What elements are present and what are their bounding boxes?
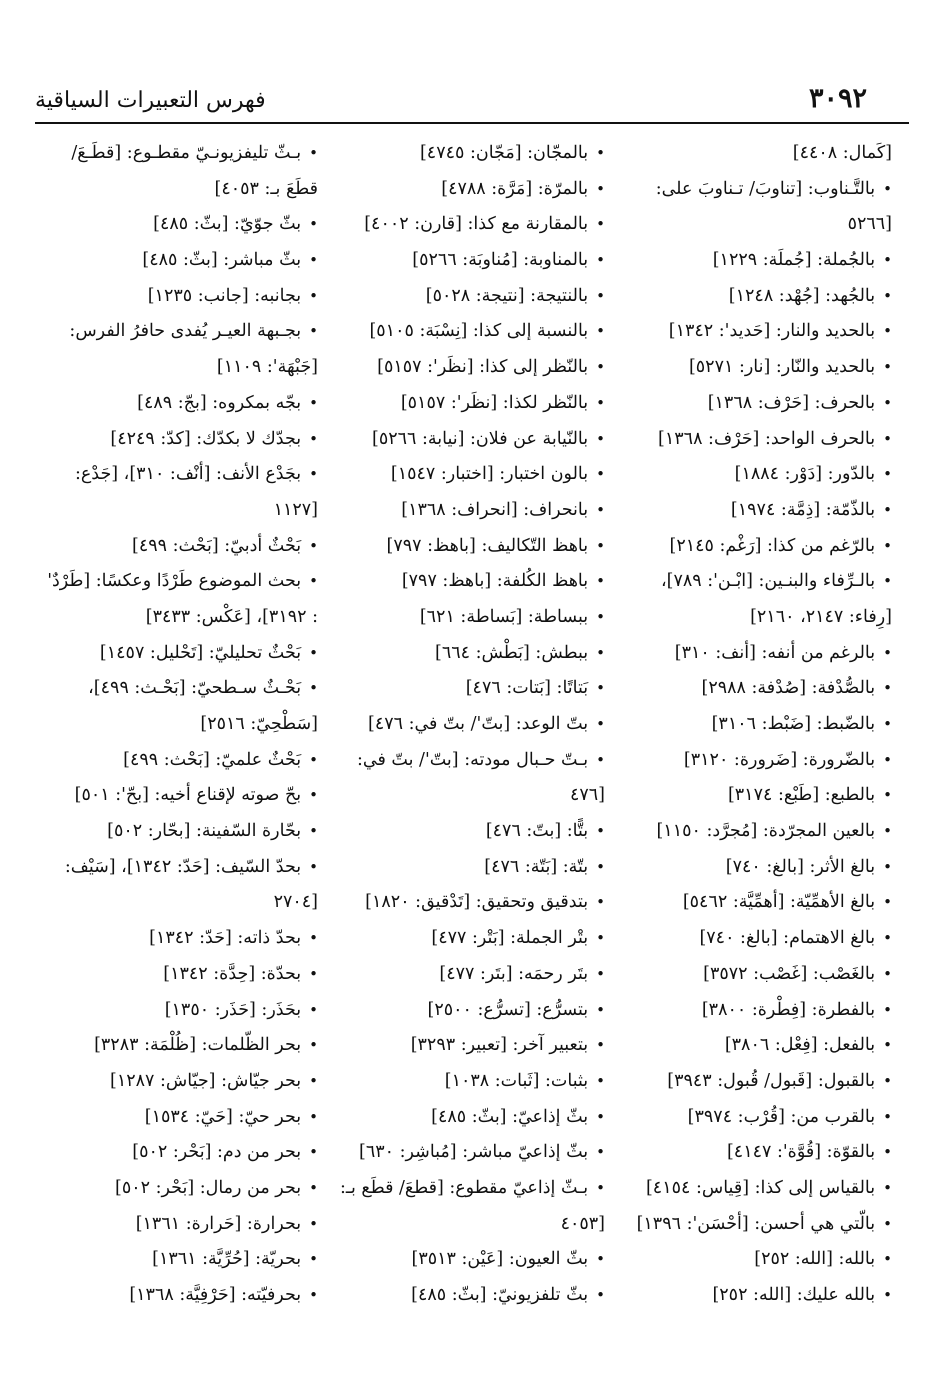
- index-entry: • بحث الموضوع طَرْدًا وعكسًا: [طَرْدٌ': [35, 564, 318, 600]
- index-entry-continuation: : ٣١٩٢]، [عَكْس: ٣٤٣٣]: [145, 606, 318, 627]
- index-entry: • بالقياس إلى كذا: [قِياس: ٤١٥٤]: [614, 1171, 892, 1207]
- index-entry-continuation: [١١٢٧: [273, 499, 318, 520]
- index-entry: • بثّ جوّيّ: [بثّ: ٤٨٥]: [35, 207, 318, 243]
- index-entry: • بالجُهد: [جُهْد: ١٢٤٨]: [614, 279, 892, 315]
- index-entry: • بتسرُّع: [تسرُّع: ٢٥٠٠]: [331, 993, 605, 1029]
- index-entry: • بجَدْع الأنف: [أنْف: ٣١٠]، [جَدْع:: [35, 457, 318, 493]
- index-entry: • بحر من دم: [بَحْر: ٥٠٢]: [35, 1135, 318, 1171]
- index-entry: • بالله: [الله: ٢٥٢]: [614, 1242, 892, 1278]
- index-entry: • بالغ الاهتمام: [بالغ: ٧٤٠]: [614, 921, 892, 957]
- index-entry: • بـثّ تليفزيونـيّ مقطـوع: [قطَـعَ/: [35, 136, 318, 172]
- index-entry: • بحّ صوته لإقناع أخيه: [بحّ': ٥٠١]: [35, 778, 318, 814]
- index-entry: • بالضّرورة: [ضَرورة: ٣١٢٠]: [614, 743, 892, 779]
- index-entry: • بالطبع: [طَبْع: ٣١٧٤]: [614, 778, 892, 814]
- index-entry: • بالرّغم من كذا: [رَغْم: ٢١٤٥]: [614, 529, 892, 565]
- index-entry: • بتّ الوعد: [بتّ'/ بتّ في: ٤٧٦]: [331, 707, 605, 743]
- index-entry: • بحدّ ذاته: [حَدّ: ١٣٤٢]: [35, 921, 318, 957]
- index-entry-continuation: [٢٧٠٤: [273, 892, 318, 913]
- index-entry: • بالقبول: [قَبول/ قُبول: ٣٩٤٣]: [614, 1064, 892, 1100]
- index-entry: • بالضّبط: [ضَبْط: ٣١٠٦]: [614, 707, 892, 743]
- index-entry: • بجـبهة العيـر يُفدى حافرُ الفرس:: [35, 314, 318, 350]
- index-entry: • بالذّمّة: [ذِمَّة: ١٩٧٤]: [614, 493, 892, 529]
- index-entry: • بجدّك لا بكدّك: [كدّ: ٤٢٤٩]: [35, 422, 318, 458]
- index-entry: • بالغ الأهمِّيّة: [أهمِّيَّة: ٥٤٦٢]: [614, 885, 892, 921]
- index-entry: • بثّ إذاعيّ مباشر: [مُباشِر: ٦٣٠]: [331, 1135, 605, 1171]
- index-entry-continuation: قطَعَ بـ: ٤٠٥٣]: [214, 178, 318, 199]
- index-entry: • بحرارة: [حَرارة: ١٣٦١]: [35, 1207, 318, 1243]
- index-entry-continuation: [٤٠٥٣: [560, 1213, 605, 1234]
- index-entry: • بالحرف الواحد: [حَرْف: ١٣٦٨]: [614, 422, 892, 458]
- index-entry: • بالنّظر إلى كذا: [نظَر': ٥١٥٧]: [331, 350, 605, 386]
- index-entry: • بالمناوبة: [مُناوبَة: ٥٢٦٦]: [331, 243, 605, 279]
- index-entry: • بحدّة: [حِدَّة: ١٣٤٢]: [35, 957, 318, 993]
- index-entry: • ببطش: [بَطْش: ٦٦٤]: [331, 636, 605, 672]
- index-entry: • بحَذَر: [حَذَر: ١٣٥٠]: [35, 993, 318, 1029]
- index-entry: • بَتاتًا: [بَتات: ٤٧٦]: [331, 671, 605, 707]
- index-entry: • بتدقيق وتحقيق: [تَدْقيق: ١٨٢٠]: [331, 885, 605, 921]
- index-entry: • بتًّا: [بتّ: ٤٧٦]: [331, 814, 605, 850]
- index-entry: • بحر الظّلمات: [ظُلْمَة: ٣٢٨٣]: [35, 1028, 318, 1064]
- index-entry-continuation: [سَطْحِيّ: ٢٥١٦]: [200, 714, 318, 734]
- index-entry: • بتّة: [بَتّة: ٤٧٦]: [331, 850, 605, 886]
- index-entry: • بالحرف: [حَرْف: ١٣٦٨]: [614, 386, 892, 422]
- index-entry: • بتَر رحمَه: [بتَر: ٤٧٧]: [331, 957, 605, 993]
- index-entry-continuation: [كَمال: ٤٤٠٨]: [792, 143, 892, 163]
- index-column-middle: [331, 136, 605, 1314]
- index-entry: • بَحْثٌ أدبيّ: [بَحْث: ٤٩٩]: [35, 529, 318, 565]
- index-entry: • بحر جيّاش: [جيّاش: ١٢٨٧]: [35, 1064, 318, 1100]
- index-entry: • بـتّ حـبال مودته: [بتّ'/ بتّ في:: [331, 743, 605, 779]
- index-entry: • بالحديد والنّار: [نار: ٥٢٧١]: [614, 350, 892, 386]
- index-entry: • بالصُّدْفة: [صُدْفة: ٢٩٨٨]: [614, 671, 892, 707]
- index-entry: • بالفعل: [فِعْل: ٣٨٠٦]: [614, 1028, 892, 1064]
- index-entry: • بالرغم من أنفه: [أنف: ٣١٠]: [614, 636, 892, 672]
- index-entry: • بَحْثٌ تحليليّ: [تَحْليل: ١٤٥٧]: [35, 636, 318, 672]
- index-column-right: [614, 136, 892, 1314]
- index-entry: • بالدّور: [دَوْر: ١٨٨٤]: [614, 457, 892, 493]
- index-entry: • بانحراف: [انحراف: ١٣٦٨]: [331, 493, 605, 529]
- index-entry: • بثّ العيون: [عَيْن: ٣٥١٣]: [331, 1242, 605, 1278]
- index-entry: • بالمرّة: [مَرَّة: ٤٧٨٨]: [331, 172, 605, 208]
- index-entry: • بالون اختبار: [اختبار: ١٥٤٧]: [331, 457, 605, 493]
- index-entry: • بَحْـثٌ سـطحيّ: [بَحْـث: ٤٩٩]،: [35, 671, 318, 707]
- index-entry: • باهظ الكُلفة: [باهظ: ٧٩٧]: [331, 564, 605, 600]
- index-entry: • ببساطة: [بَساطة: ٦٢١]: [331, 600, 605, 636]
- running-title: فهرس التعبيرات السياقية: [35, 88, 266, 113]
- index-entry: • بالقوّة: [قُوَّة': ٤١٤٧]: [614, 1135, 892, 1171]
- index-entry: • بالنتيجة: [نتيجة: ٥٠٢٨]: [331, 279, 605, 315]
- index-entry: • بالله عليك: [الله: ٢٥٢]: [614, 1278, 892, 1314]
- page-header: [35, 82, 909, 120]
- index-entry: • بتْر الجملة: [بَتْر: ٤٧٧]: [331, 921, 605, 957]
- index-entry: • بالنّيابة عن فلان: [نيابة: ٥٢٦٦]: [331, 422, 605, 458]
- index-entry: • بحّارة السّفينة: [بحّار: ٥٠٢]: [35, 814, 318, 850]
- index-entry: • بجّه بمكروه: [بجّ: ٤٨٩]: [35, 386, 318, 422]
- index-entry: • بحر حيّ: [حَيّ: ١٥٣٤]: [35, 1100, 318, 1136]
- index-entry: • بالعين المجرّدة: [مُجرَّد: ١١٥٠]: [614, 814, 892, 850]
- index-entry: • بالقرب من: [قُرْب: ٣٩٧٤]: [614, 1100, 892, 1136]
- index-entry: • بالغَصْب: [غَصْب: ٣٥٧٢]: [614, 957, 892, 993]
- index-entry: • بالمقارنة مع كذا: [قارن: ٤٠٠٢]: [331, 207, 605, 243]
- index-entry: • بالفطرة: [فِطْرة: ٣٨٠٠]: [614, 993, 892, 1029]
- index-entry: • بالـرِّفاء والبنـين: [ابْـن': ٧٨٩]،: [614, 564, 892, 600]
- index-entry: • بالمجّان: [مَجّان: ٤٧٤٥]: [331, 136, 605, 172]
- index-entry: • بالحديد والنار: [حَديد': ١٣٤٢]: [614, 314, 892, 350]
- index-entry: • بجانبه: [جانب: ١٢٣٥]: [35, 279, 318, 315]
- index-entry: • بحرفيّته: [حَرْفِيَّة: ١٣٦٨]: [35, 1278, 318, 1314]
- header-rule: [35, 122, 909, 124]
- index-entry: • بثبات: [ثَبات: ١٠٣٨]: [331, 1064, 605, 1100]
- index-entry: • بتعبير آخر: [تعبير: ٣٢٩٣]: [331, 1028, 605, 1064]
- index-entry: • بالنّظر لكذا: [نظَر': ٥١٥٧]: [331, 386, 605, 422]
- index-entry: • بالتَّـناوب: [تناوبَ/ تـناوبَ على:: [614, 172, 892, 208]
- index-entry: • بحر من رمال: [بَحْر: ٥٠٢]: [35, 1171, 318, 1207]
- index-entry: • بحدّ السّيف: [حَدّ: ١٣٤٢]، [سَيْف:: [35, 850, 318, 886]
- index-entry: • بثّ إذاعيّ: [بثّ: ٤٨٥]: [331, 1100, 605, 1136]
- index-entry-continuation: [رِفاء: ٢١٤٧، ٢١٦٠]: [750, 606, 892, 627]
- index-entry: • باهظ التّكاليف: [باهظ: ٧٩٧]: [331, 529, 605, 565]
- index-entry-continuation: [جَبْهَة': ١١٠٩]: [216, 357, 318, 378]
- index-entry: • بثّ مباشر: [بثّ: ٤٨٥]: [35, 243, 318, 279]
- index-entry: • بحريّة: [حُرِّيَّة: ١٣٦١]: [35, 1242, 318, 1278]
- index-entry-continuation: [٤٧٦: [569, 785, 605, 806]
- index-entry: • بالغ الأثر: [بالغ: ٧٤٠]: [614, 850, 892, 886]
- index-entry: • بـثّ إذاعيّ مقطوع: [قطعَ/ قطَع بـ:: [331, 1171, 605, 1207]
- index-entry: • بَحْثٌ علميّ: [بَحْث: ٤٩٩]: [35, 743, 318, 779]
- index-entry: • بثّ تلفزيونيّ: [بثّ: ٤٨٥]: [331, 1278, 605, 1314]
- index-entry: • بالجُملة: [جُملَة: ١٢٢٩]: [614, 243, 892, 279]
- page-number: ٣٠٩٢: [808, 83, 867, 114]
- index-entry: • بالّتي هي أحسن: [أحْسَن': ١٣٩٦]: [614, 1207, 892, 1243]
- index-entry: • بالنسبة إلى كذا: [نِسْبَة: ٥١٠٥]: [331, 314, 605, 350]
- index-entry-continuation: [٥٢٦٦: [847, 214, 892, 235]
- index-column-left: [35, 136, 318, 1314]
